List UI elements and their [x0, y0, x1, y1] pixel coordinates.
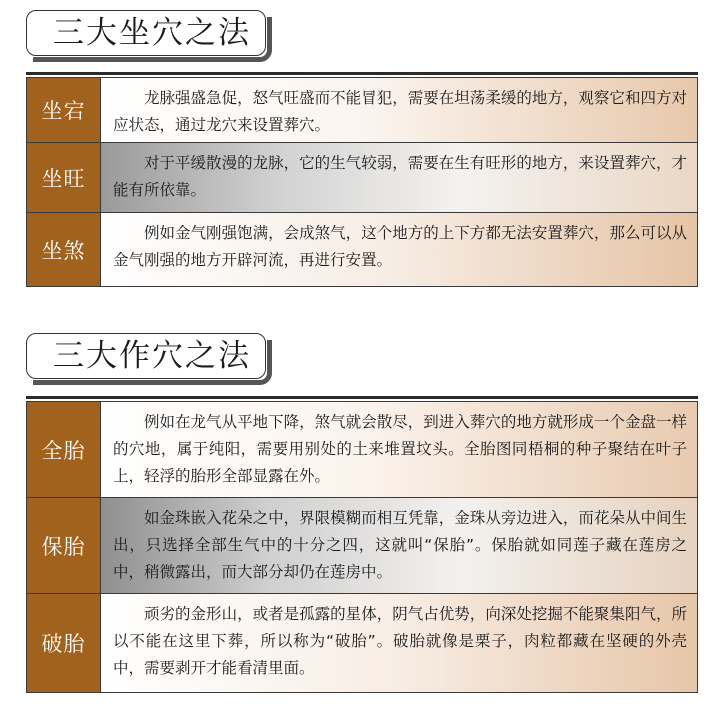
section-title-making-methods: 三大作穴之法 — [26, 333, 266, 379]
row-label: 破胎 — [27, 594, 101, 692]
row-label: 坐宕 — [27, 78, 101, 142]
table-row — [27, 594, 697, 692]
section-divider — [26, 72, 698, 75]
row-label: 坐旺 — [27, 143, 101, 212]
sitting-methods-table — [26, 77, 698, 287]
section-divider — [26, 396, 698, 399]
row-text: 如金珠嵌入花朵之中，界限模糊而相互凭靠，金珠从旁边进入，而花朵从中间生出，只选择全部生气中的十分之四，这就叫“保胎”。保胎就如同莲子藏在莲房之中，稍微露出，而大部分却仍在莲房中。 — [101, 498, 697, 593]
row-text: 龙脉强盛急促，怒气旺盛而不能冒犯，需要在坦荡柔缓的地方，观察它和四方对应状态，通过龙穴来设置葬穴。 — [101, 78, 697, 142]
row-text: 例如金气刚强饱满，会成煞气，这个地方的上下方都无法安置葬穴，那么可以从金气刚强的地方开辟河流，再进行安置。 — [101, 213, 697, 286]
table-row — [27, 213, 697, 286]
table-row — [27, 402, 697, 498]
row-text: 例如在龙气从平地下降，煞气就会散尽，到进入葬穴的地方就形成一个金盘一样的穴地，属于纯阳，需要用别处的土来堆置坟头。全胎图同梧桐的种子聚结在叶子上，轻浮的胎形全部显露在外。 — [101, 402, 697, 497]
row-label: 全胎 — [27, 402, 101, 497]
table-row — [27, 498, 697, 594]
row-label: 坐煞 — [27, 213, 101, 286]
row-text: 顽劣的金形山，或者是孤露的星体，阴气占优势，向深处挖掘不能聚集阳气，所以不能在这里下葬，所以称为“破胎”。破胎就像是栗子，肉粒都藏在坚硬的外壳中，需要剥开才能看清里面。 — [101, 594, 697, 692]
table-row — [27, 78, 697, 143]
making-methods-table — [26, 401, 698, 693]
table-row — [27, 143, 697, 213]
section-title-sitting-methods: 三大坐穴之法 — [26, 10, 266, 56]
row-label: 保胎 — [27, 498, 101, 593]
row-text: 对于平缓散漫的龙脉，它的生气较弱，需要在生有旺形的地方，来设置葬穴，才能有所依靠。 — [101, 143, 697, 212]
